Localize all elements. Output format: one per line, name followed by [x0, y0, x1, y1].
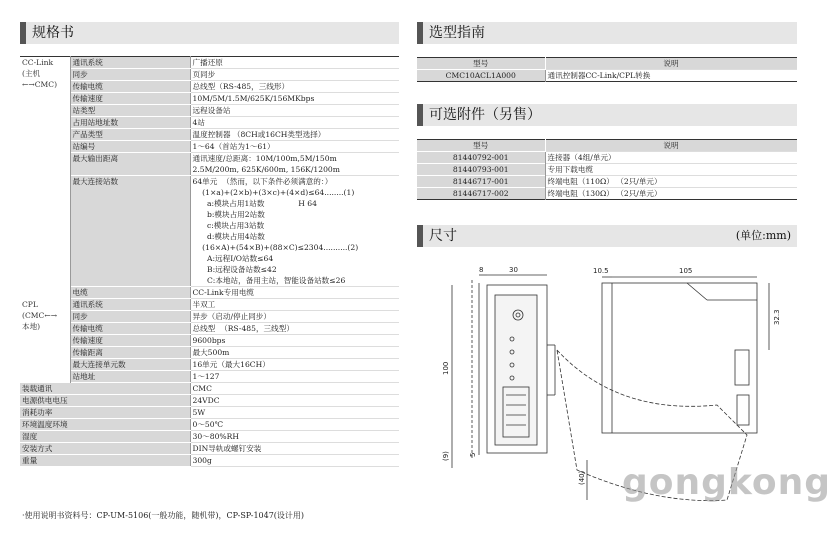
ccl-category: CC-Link (主机 ←→CMC) [20, 57, 70, 299]
dim-8: 8 [479, 266, 484, 274]
spec-title: 规格书 [32, 25, 74, 41]
spec-row [20, 117, 399, 129]
spec-key: 传输速度 [70, 93, 190, 105]
footnote: ·使用说明书资料号：CP-UM-5106(一般功能，随机带)，CP-SP-1047(设计用) [22, 511, 305, 520]
spec-key: 传输速度 [70, 335, 190, 347]
dimensions-unit: (单位:mm) [735, 229, 791, 242]
spec-row [20, 407, 399, 419]
spec-value: 最大500m [190, 347, 399, 359]
spec-key: 站类型 [70, 105, 190, 117]
spec-value: 广播还原 [190, 57, 399, 69]
spec-row [20, 323, 399, 335]
spec-table [20, 56, 399, 467]
desc-cell: 终端电阻（110Ω） （2只/单元） [545, 176, 797, 188]
model-cell: 81440792-001 [417, 152, 545, 164]
spec-key: 通讯系统 [70, 57, 190, 69]
spec-key: 消耗功率 [20, 407, 190, 419]
spec-row [20, 359, 399, 371]
desc-cell: 连接器（4组/单元） [545, 152, 797, 164]
spec-key: 湿度 [20, 431, 190, 443]
spec-value: 300g [190, 455, 399, 467]
spec-row [20, 176, 399, 287]
spec-row [20, 431, 399, 443]
spec-key: 同步 [70, 69, 190, 81]
spec-row [20, 455, 399, 467]
col-desc: 说明 [545, 140, 797, 152]
spec-row [20, 383, 399, 395]
model-cell: 81446717-001 [417, 176, 545, 188]
spec-row [20, 419, 399, 431]
spec-value: 9600bps [190, 335, 399, 347]
col-desc: 说明 [545, 58, 797, 70]
spec-value: 半双工 [190, 299, 399, 311]
spec-value: 通讯速度/总距离：10M/100m,5M/150m 2.5M/200m, 625K/600m, 156K/1200m [190, 153, 399, 176]
model-cell: CMC10ACL1A000 [417, 70, 545, 82]
spec-value: 64单元 （然而，以下条件必须满意的：） (1×a)+(2×b)+(3×c)+(4×d)≤64........(1) a:模块占用1站数 H 64 b:模块占用2站数 c:模块占用3站数 d:模块占用4站数 (16×A)+(54×B)+(88×C)≤2304..........(2) A:远程I/O站数≤64 B:远程设备站数≤42 C:本地站，备用主站，智能设备站数≤26 [190, 176, 399, 287]
spec-value: 4站 [190, 117, 399, 129]
spec-row [20, 57, 399, 69]
spec-row [20, 395, 399, 407]
spec-key: 重量 [20, 455, 190, 467]
selection-section-header [417, 22, 797, 44]
spec-value: 0～50℃ [190, 419, 399, 431]
dimensions-section-header [417, 225, 797, 247]
model-cell: 81446717-002 [417, 188, 545, 200]
spec-row [20, 69, 399, 81]
accessories-title: 可选附件（另售） [429, 107, 541, 123]
side-view-body [602, 283, 757, 433]
spec-key: 电缆 [70, 287, 190, 299]
spec-value: 5W [190, 407, 399, 419]
desc-cell: 通讯控制器CC-Link/CPL转换 [545, 70, 797, 82]
table-row [417, 70, 797, 82]
spec-row [20, 153, 399, 176]
spec-key: 站编号 [70, 141, 190, 153]
table-row [417, 164, 797, 176]
spec-row [20, 347, 399, 359]
col-model: 型号 [417, 58, 545, 70]
spec-row [20, 105, 399, 117]
spec-key: 同步 [70, 311, 190, 323]
model-cell: 81440793-001 [417, 164, 545, 176]
spec-value: 16单元（最大16CH） [190, 359, 399, 371]
spec-key: 传输电缆 [70, 323, 190, 335]
accessories-table [417, 139, 798, 200]
desc-cell: 专用下载电缆 [545, 164, 797, 176]
cpl-category: CPL (CMC←→ 本地) [20, 299, 70, 383]
spec-value: 1～64（首站为1～61） [190, 141, 399, 153]
spec-value: 30～80%RH [190, 431, 399, 443]
dimensions-title: 尺寸 [429, 228, 457, 244]
spec-value: 温度控制器 （8CH或16CH类型选择） [190, 129, 399, 141]
dim-100: 100 [442, 361, 450, 375]
dim-105: 105 [679, 267, 693, 275]
col-model: 型号 [417, 140, 545, 152]
spec-row [20, 129, 399, 141]
dim-5: 5 [469, 452, 477, 457]
spec-value: CC-Link专用电缆 [190, 287, 399, 299]
spec-section-header [20, 22, 399, 44]
spec-key: 环境温度环境 [20, 419, 190, 431]
spec-key: 安装方式 [20, 443, 190, 455]
spec-row [20, 81, 399, 93]
table-row [417, 176, 797, 188]
selection-table [417, 57, 798, 82]
spec-value: 10M/5M/1.5M/625K/156MKbps [190, 93, 399, 105]
spec-value: 总线型（RS-485，三线形） [190, 81, 399, 93]
spec-key: 传输电缆 [70, 81, 190, 93]
spec-key: 通讯系统 [70, 299, 190, 311]
spec-value: 总线型 （RS-485，三线型） [190, 323, 399, 335]
spec-row [20, 299, 399, 311]
spec-key: 电源供电电压 [20, 395, 190, 407]
dim-40: (40) [578, 470, 586, 485]
front-view-faceplate [495, 295, 537, 445]
spec-key: 最大连接单元数 [70, 359, 190, 371]
dim-9: (9) [442, 451, 450, 461]
selection-title: 选型指南 [429, 25, 485, 41]
spec-key: 产品类型 [70, 129, 190, 141]
spec-value: 远程设备站 [190, 105, 399, 117]
spec-key: 站地址 [70, 371, 190, 383]
spec-value: 1～127 [190, 371, 399, 383]
spec-row [20, 287, 399, 299]
dim-32-3: 32.3 [773, 309, 781, 325]
spec-key: 占用站地址数 [70, 117, 190, 129]
table-row [417, 152, 797, 164]
spec-value: 异步（启动/停止同步） [190, 311, 399, 323]
desc-cell: 终端电阻（130Ω） （2只/单元） [545, 188, 797, 200]
spec-row [20, 93, 399, 105]
spec-row [20, 335, 399, 347]
spec-key: 装载通讯 [20, 383, 190, 395]
spec-row [20, 443, 399, 455]
spec-key: 传输距离 [70, 347, 190, 359]
spec-key: 最大连接站数 [70, 176, 190, 287]
spec-value: DIN导轨或螺钉安装 [190, 443, 399, 455]
accessories-section-header [417, 104, 797, 126]
dim-30: 30 [509, 266, 518, 274]
dim-10-5: 10.5 [593, 267, 609, 275]
spec-value: 页同步 [190, 69, 399, 81]
watermark: gongkong [622, 462, 832, 503]
spec-row [20, 311, 399, 323]
table-row [417, 188, 797, 200]
spec-value: 24VDC [190, 395, 399, 407]
spec-value: CMC [190, 383, 399, 395]
spec-key: 最大输出距离 [70, 153, 190, 176]
spec-row [20, 141, 399, 153]
spec-row [20, 371, 399, 383]
